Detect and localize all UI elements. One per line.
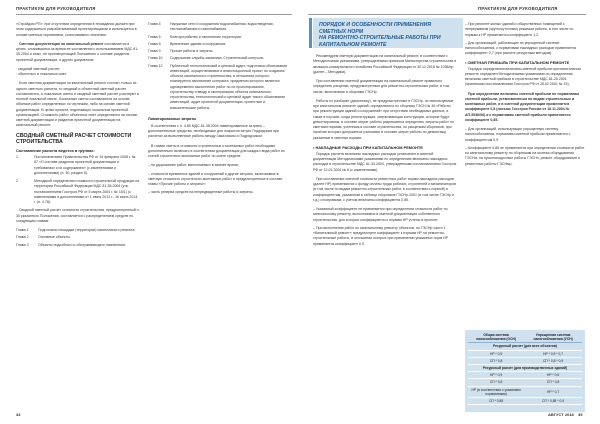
chapter-text: Временные здания и сооружения. (170, 41, 227, 46)
section-heading: СВОДНЫЙ СМЕТНЫЙ РАСЧЕТ СТОИМОСТИ СТРОИТЕЛЬСТВА (16, 132, 132, 145)
section-heading: • НАКЛАДНЫЕ РАСХОДЫ ПРИ КАПИТАЛЬНОМ РЕМОНТЕ (313, 144, 423, 150)
numbered-item (16, 179, 140, 205)
table-cell: СП * 0,8 (468, 379, 524, 386)
chapter-number: Глава 2 (16, 235, 29, 240)
subsection-heading: Составление расчета ведется в группах: (16, 147, 95, 153)
table-cell: НР * 0,9 (468, 350, 524, 357)
coefficients-table-panel (465, 330, 585, 412)
table-cell: НР * 0,7 (524, 386, 582, 397)
chapter-item (16, 243, 140, 248)
table-cell: СП * 0,85 * 0,9 (524, 398, 582, 405)
header-rule-left (16, 14, 292, 15)
bold-lead: Сметная документация на капитальный ремонт (19, 41, 104, 46)
paragraph: Если сметная документация на капитальный ремонт состоит только из одного сметного расчета, то сводный и объектный сметный расчет составляются, а локальные сметы и сводный сметный расчет участвуют в полной локальной смете. Локальные сметы составляются на основе объемов работ определенных по чертежам, либо на основе сметной документации. В целях проекта, подлежащих локальном проектной организацией. Стоимость работ объектных смет определяется на основе сметной документации и разделов проектной документации на капитальный ремонт. (16, 81, 139, 128)
chapter-number: Глава 3 (16, 242, 29, 247)
table-header-row (468, 332, 582, 343)
bold-paragraph: При определении величины сметной прибыли по нормативам сметной прибыли, установленным по видам строительных и монтажных работ, и в сметной документации применяется коэффициент 0,8 (письмо Госстроя России от 18.11.2004 № АП-5536/06) и к нормативам сметной прибыли применяется коэффициент 0,85. (465, 91, 579, 122)
table-row (468, 350, 582, 357)
chapter-number: Глава 8 (148, 41, 161, 46)
paragraph: Работы по разборке (демонтажу), не предусмотренные в ГЭСНр, но используемые при капитальном ремонте зданий, определяются по сборнику ГЭСН № 46 «Работы при реконструкции зданий и сооружений» при отсутствии необходимых данных, а также в случаях, когда реконструкция, затрагивающая конструкции, которые будут демонтированы, в составе затрат работы разрешается определять затраты работ по сметным нормам, учтенным в составе строительства, по расценкам сборников, при наличии которых допускается учитывать в составе затрат работы по демонтажу, указанные в сметных нормах. (313, 98, 454, 140)
table-group-row (468, 343, 582, 350)
chapter-text: Прочие работы и затраты. (170, 49, 214, 53)
table-row (468, 372, 582, 379)
list-item: · объектных и локальных смет. (16, 72, 67, 76)
table-header: Упрощенная система налогообложения (УСН) (524, 332, 582, 343)
chapter-item (16, 235, 140, 240)
dash-item: – При ремонте жилых зданий и общественных помещений с непрерывным (круглосуточным) режимом работы, в том числе по нормам к НР применяется коэффициент 1,2. (465, 22, 574, 37)
chapter-text: Подготовка площадки (территории) капитального ремонта. (38, 228, 136, 233)
chapter-text: Наружные сети и сооружения водоснабжения, водоотведения, теплоснабжения и газоснабжения. (170, 22, 274, 32)
chapter-number: Глава 9 (148, 49, 161, 53)
paragraph: Порядок определения величины сметной прибыли при капитальном ремонте определен Методическими указаниями по определению величины сметной прибыли в строительстве МДС 81-25.2001 (принятыми постановлением Госстроя РФ от 28.02.2001 № 15). (465, 66, 581, 87)
header-rule-right (308, 14, 586, 15)
subsection-heading: Лимитированные затраты (148, 116, 197, 121)
paragraph: «Стройдом РП», при отсутствии определения в техзадании должен при этом содержаться разрабатываемый проектировщиком и используется в основе сметных нормативов, сопоставимого значения. (16, 22, 137, 37)
chapter-number: Глава 1 (16, 228, 29, 233)
paragraph: Рекомендуем сметную документацию на капитальный ремонт, в соответствии с Методическими указаниями, утвержденными приказом Министерства строительства и жилищно-коммунального хозяйства Российской Федерации от 30.12.2016 № 1038/пр (далее – Методика). (313, 54, 457, 74)
dash-item: – Для организаций, работающих по упрощенной системе налогообложения, к нормативам накладных расходов применяется коэффициент 0,7 (при расчете ресурсным методом). (465, 40, 577, 56)
table-header: Общая система налогообложения (ОСН) (468, 332, 524, 343)
paragraph (16, 42, 140, 63)
list-item: · сводный сметный расчет; (16, 66, 61, 71)
chapter-item (148, 42, 288, 47)
dash-item: – часть резерва средств на непредвиденные работы и затраты. (148, 190, 254, 195)
dash-item: – Для организаций, использующих упрощенную систему налогообложения, нормативы сметной прибыли применяются с коэффициентом 0,9. (465, 127, 571, 142)
banner-title-line-2: НА РЕМОНТНО-СТРОИТЕЛЬНЫЕ РАБОТЫ ПРИ КАПИТАЛЬНОМ РЕМОНТЕ (319, 35, 441, 48)
paragraph: При составлении сметной стоимости ремонтных работ нормы накладных расходов (далее НР) применяются к фонду оплаты труда рабочих, строителей и механизаторов (в том числе по видам ремонтно-строительных работ, в соответствии с нормой) и коэффициентам, указанным в таблице сборников ГЭСНр-2001 (в том числе ГЭСНр и т.д.) и поправкам, с учетом величины коэффициента 0,85. (313, 176, 456, 202)
chapter-text: Объекты подсобного и обслуживающего назначения. (38, 242, 126, 247)
section-banner (313, 18, 463, 48)
table-cell: СП * 0,85 (468, 398, 524, 405)
table-cell: СП * 0,8 * 0,9 (524, 357, 582, 364)
column-1 (16, 22, 140, 250)
chapter-item (148, 22, 288, 33)
dash-item: – Указанный коэффициент не применяется при определении стоимости работ по капитальному ремонту, выполняемых в сметной документации собственного строительства, для которых коэффициенты к нормам НР учтены в проекте; (313, 207, 448, 222)
paragraph: Сводный сметный расчет стоимости строительства, предусмотренный п. 30 указанного Положения, составляется с распределением средств по следующим главам: (16, 208, 140, 223)
chapter-number: Глава 5 (148, 34, 161, 39)
issue-date: АВГУСТ 2018 (548, 412, 574, 417)
chapter-item (148, 64, 288, 111)
table-cell: СП * 0,8 (524, 379, 582, 386)
chapter-text: Публичный технологический и ценовой аудит, подготовка обоснования инвестиций, осуществляемых в инвестиционный проект по созданию объекта капитального строительства, в отношении которого планируется заключение контракта, предметом которого является одновременно выполнение работ по их проектированию, строительству и вводу в эксплуатацию объекта капитального строительства, технологический и ценовой аудит такого обоснования инвестиций, аудит проектной документации, проектные и изыскательские работы. (170, 63, 288, 110)
paragraph-rest: составляется в целях, сложившихся за время ее составления с использованием МДС 81-35.2004 и иных, не противоречащей Положению о составе разделов проектной документации, и других документов: (16, 41, 139, 62)
table-row (468, 379, 582, 386)
page-number-left: 34 (16, 412, 21, 417)
page-number-right: 35 (578, 412, 583, 417)
table-cell: НР * 0,9 * 0,7 (524, 350, 582, 357)
table-row (468, 398, 582, 405)
table-group-row (468, 365, 582, 372)
table-cell: НР * 0,9 (524, 372, 582, 379)
bullet-list (16, 67, 140, 78)
table-cell: СП * 0,8 (468, 357, 524, 364)
column-3 (313, 54, 457, 250)
table-group-title: Ресурсный расчет (для всех объектов) (468, 343, 582, 350)
item-text: Постановлением Правительства РФ от 16 февраля 2008 г. № 87 «О составе разделов проектной документации и требованиях к их содержанию» (с изменениями и дополнениями) (п. 30, раздел 8). (34, 155, 136, 175)
table-group-title: Ресурсный расчет (для производственных зданий) (468, 365, 582, 372)
item-number: 2 (16, 179, 18, 184)
dash-item: – При выполнении работ по капитальному ремонту объектов, по ГЭСНр части 1 «Капитальный ремонт» предусмотрен коэффициент к нормам НР на ремонтно-строительные работы, в отношении которых при применении указанных норм НР применяется коэффициент 0,9. (313, 225, 448, 246)
paragraph: Порядок расчета величины накладных расходов установлен в сметной документации Методическими указаниями по определению величины накладных расходов в строительстве МДС 81-33.2004, утвержденными постановлением Госстроя РФ от 12.01.2004 № 6 (с изменениями). (313, 151, 457, 172)
chapter-number: Глава 4 (148, 22, 161, 26)
chapter-text: Основные объекты. (38, 235, 71, 240)
chapter-item (148, 56, 288, 61)
running-head-left: ПРАКТИКУМ ДЛЯ РУКОВОДИТЕЛЯ (16, 6, 96, 11)
banner-title-line-1: ПОРЯДОК И ОСОБЕННОСТИ ПРИМЕНЕНИЯ СМЕТНЫХ НОРМ (319, 22, 431, 35)
table-cell: НР (в соответствии с указанием нормативами) (468, 386, 524, 397)
chapter-item (148, 49, 288, 54)
running-head-right: ПРАКТИКУМ ДЛЯ РУКОВОДИТЕЛЯ (478, 6, 558, 11)
column-4 (465, 22, 587, 170)
chapter-item (148, 35, 288, 40)
table-cell: НР * 0,9 (468, 372, 524, 379)
dash-item: – на удорожание работ, выполняемых в зимнее время; (148, 163, 239, 168)
paragraph: При составлении сметной документации на капитальный ремонт правильно определить расценки, предусмотренные для ремонтно-строительных работ, в том числе, включенные в сборники ГЭСНр. (313, 79, 450, 94)
chapter-text: Благоустройство и озеленение территории. (170, 34, 242, 39)
paragraph: В главах сметы в стоимости строительных и монтажных работ необходимо дополнительно включать в соответствии документация для каждого вида работ из статей строительно-монтажных работ по смете средств: (148, 143, 285, 158)
chapter-number: Глава 10 (148, 56, 163, 61)
chapter-number: Глава 12 (148, 63, 163, 68)
banner-accent-bar (309, 18, 312, 48)
item-text: Методикой определения стоимости строительной продукции на территории Российской Федерации МДС 81-35.2004 (утв. постановлением Госстроя РФ от 5 марта 2004 г. № 15/1) (с изменениями и дополнениями от 1 июня 2012 г., 16 июня 2014 г. (п. 4.78). (34, 179, 140, 205)
column-2 (148, 22, 288, 199)
chapter-item (16, 228, 140, 233)
numbered-item (16, 155, 140, 176)
paragraph: В соответствии с п. 4.85 МДС 81-35.2004 лимитированные затраты – дополнительные средства, необходимые для покрытия затрат Подрядчика при расчетах за выполненные работы между Заказчиком и Подрядчиком. (148, 123, 279, 139)
table-row (468, 386, 582, 397)
dash-item: – Коэффициент 0,85 не применяется при определении стоимости работ по капитальному ремонту по сборникам на монтаж оборудования ГЭСНм, на пусконаладочные работы ГЭСНп, ремонт оборудования и ремонтные работы ГЭСНмр. (465, 145, 585, 166)
chapter-text: Содержание службы заказчика. Строительный контроль. (170, 56, 265, 61)
section-heading: • СМЕТНАЯ ПРИБЫЛЬ ПРИ КАПИТАЛЬНОМ РЕМОНТЕ (465, 59, 570, 65)
coefficients-table (468, 332, 582, 405)
item-number: 1 (16, 155, 18, 160)
dash-item: – стоимости временных зданий и сооружений и другие затраты, включаемые в сметную стоимость строительно-монтажных работ и предусмотренные в составе главы «Прочие работы и затраты»; (148, 171, 283, 186)
table-row (468, 357, 582, 364)
